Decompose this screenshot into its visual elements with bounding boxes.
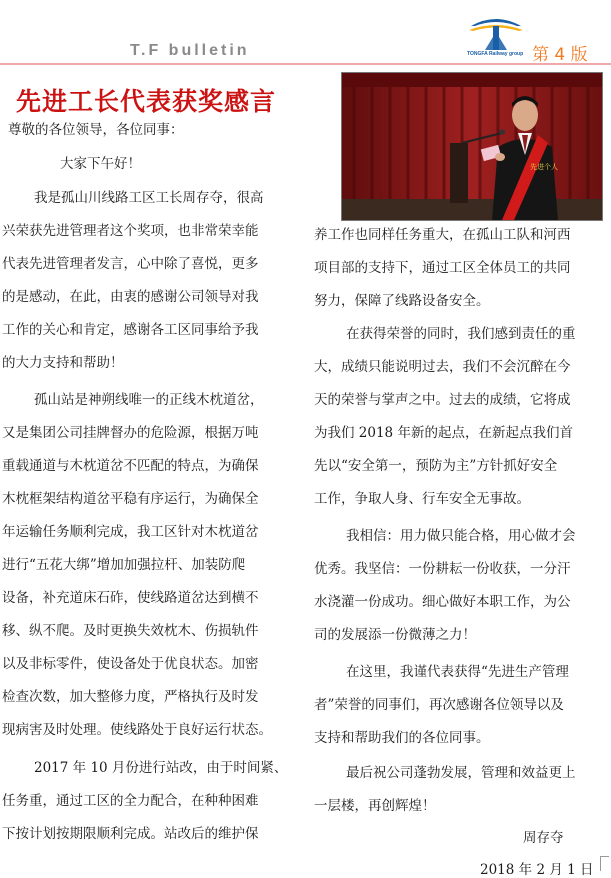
header-rule — [0, 63, 611, 65]
left-line: 移、纵不爬。及时更换失效枕木、伤损轨件 — [2, 623, 259, 639]
signature: 周存夺 — [523, 830, 564, 846]
right-line: 司的发展添一份微薄之力！ — [314, 627, 476, 643]
left-line: 任务重，通过工区的全力配合，在种种困难 — [2, 793, 259, 809]
date: 2018 年 2 月 1 日 — [480, 862, 594, 878]
left-line: 检查次数，加大整修力度，严格执行及时发 — [2, 689, 259, 705]
left-line: 2017 年 10 月份进行站改，由于时间紧、 — [34, 760, 288, 776]
right-line: 先以“安全第一，预防为主”方针抓好安全 — [314, 458, 558, 474]
left-line: 现病害及时处理。使线路处于良好运行状态。 — [2, 722, 272, 738]
left-line: 以及非标零件，使设备处于优良状态。加密 — [2, 656, 259, 672]
right-line: 者”荣誉的同事们，再次感谢各位领导以及 — [314, 697, 564, 713]
right-line: 水浇灌一份成功。细心做好本职工作，为公 — [314, 594, 571, 610]
right-line: 工作，争取人身、行车安全无事故。 — [314, 491, 530, 507]
right-line: 支持和帮助我们的各位同事。 — [314, 730, 490, 746]
edition-label: 第 4 版 — [532, 45, 588, 65]
left-line: 的是感动，在此，由衷的感谢公司领导对我 — [2, 289, 259, 305]
right-line: 在这里，我谨代表获得“先进生产管理 — [346, 664, 569, 680]
right-line: 天的荣誉与掌声之中。过去的成绩，它将成 — [314, 392, 571, 408]
right-line: 努力，保障了线路设备安全。 — [314, 293, 490, 309]
left-line: 重载通道与木枕道岔不匹配的特点，为确保 — [2, 458, 259, 474]
left-line: 木枕框架结构道岔平稳有序运行，为确保全 — [2, 491, 259, 507]
sash-text: 先进个人 — [530, 163, 558, 171]
left-line: 进行“五花大绑”增加加强拉杆、加装防爬 — [2, 557, 246, 573]
right-line: 在获得荣誉的同时，我们感到责任的重 — [346, 326, 576, 342]
right-line: 大，成绩只能说明过去，我们不会沉醉在今 — [314, 359, 571, 375]
left-line: 设备，补充道床石砟，使线路道岔达到横不 — [2, 590, 259, 606]
left-line: 年运输任务顺利完成，我工区针对木枕道岔 — [2, 524, 259, 540]
tongfa-logo — [467, 12, 525, 52]
speaker-photo — [341, 72, 603, 221]
right-line: 最后祝公司蓬勃发展，管理和效益更上 — [346, 765, 576, 781]
article-title: 先进工长代表获奖感言 — [16, 87, 277, 116]
right-line: 我相信：用力做只能合格，用心做才会 — [346, 528, 576, 544]
left-line: 工作的关心和肯定，感谢各工区同事给予我 — [2, 322, 259, 338]
greeting: 尊敬的各位领导，各位同事： — [8, 122, 184, 138]
left-line: 又是集团公司挂牌督办的危险源，根据万吨 — [2, 425, 259, 441]
left-line: 我是孤山川线路工区工长周存夺，很高 — [34, 190, 264, 206]
salutation: 大家下午好！ — [60, 156, 141, 172]
left-line: 的大力支持和帮助！ — [2, 355, 124, 371]
page-corner-mark — [600, 856, 609, 871]
left-line: 兴荣获先进管理者这个奖项，也非常荣幸能 — [2, 223, 259, 239]
right-line: 优秀。我坚信：一份耕耘一份收获，一分汗 — [314, 561, 571, 577]
bulletin-label: T.F bulletin — [130, 42, 250, 59]
left-line: 孤山站是神朔线唯一的正线木枕道岔， — [34, 392, 264, 408]
logo-text: TONGFA Railway group — [467, 51, 524, 57]
left-line: 下按计划按期限顺利完成。站改后的维护保 — [2, 826, 259, 842]
right-line: 养工作也同样任务重大，在孤山工队和河西 — [314, 227, 571, 243]
left-line: 代表先进管理者发言，心中除了喜悦，更多 — [2, 256, 259, 272]
right-line: 项目部的支持下，通过工区全体员工的共同 — [314, 260, 571, 276]
right-line: 一层楼，再创辉煌！ — [314, 798, 436, 814]
right-line: 为我们 2018 年新的起点，在新起点我们首 — [314, 425, 573, 441]
